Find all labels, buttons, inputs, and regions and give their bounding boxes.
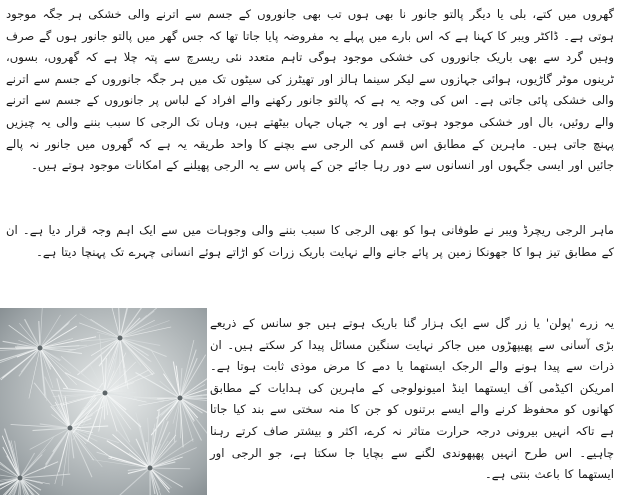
- dandelion-seed-head-photo: [0, 308, 207, 495]
- article-paragraph-2: ماہر الرجی ریچرڈ ویبر نے طوفانی ہوا کو بھی الرجی کا سبب بننے والی وجوہات میں سے ایک اہم وجہ قرار دیا ہے۔ ان کے مطابق تیز ہوا کا جھونکا زمین پر پائے جانے والے نہایت باریک زرات کو اڑاتے ہوئے انسانی چہرے تک پہنچا دیتا ہے۔: [6, 223, 614, 259]
- article-paragraph-3: یہ زرے 'پولن' یا زر گل سے ایک ہزار گنا باریک ہوتے ہیں جو سانس کے ذریعے بڑی آسانی سے پھیپھڑوں میں جاکر نہایت سنگین مسائل پیدا کر سکتے ہیں۔ ان ذرات سے پیدا ہونے والے الرجک ایستھما یا دمے کا مرض موذی ثابت ہوتا ہے۔ امریکن اکیڈمی آف ایستھما اینڈ امیونولوجی کے ماہرین کی ہدایات کے مطابق کھانوں کو محفوظ کرنے والے ایسے برتنوں کو جن کا منہ سختی سے بند کیا جاتا ہے تاکہ انہیں بیرونی درجہ حرارت متاثر نہ کرے، اکثر و بیشتر صاف کرتے رہنا چاہیے۔ اس طرح انہیں پھپھوندی لگنے سے بچایا جا سکتا ہے، جو الرجی اور ایستھما کا باعث بنتی ہے۔: [210, 316, 614, 482]
- article-paragraph-1: گھروں میں کتے، بلی یا دیگر پالتو جانور نا بھی ہوں تب بھی جانوروں کے جسم سے اترنے والی خشکی ہر جگہ موجود ہوتی ہے۔ ڈاکٹر ویبر کا کہنا ہے کہ اس بارے میں پہلے یہ مفروضہ پایا جاتا تھا کہ جس گھر میں پالتو جانور ہوں گے صرف وہیں گرد سے بھی باریک جانوروں کی خشکی موجود ہوگی تاہم متعدد نئی ریسرچ سے پتہ چلا ہے کہ گھروں، بسوں، ٹرینوں موٹر گاڑیوں، ہوائی جہازوں سے لیکر سینما ہالز اور تھیٹرز کی سیٹوں تک میں ہر جگہ جانوروں کے جسم سے اترنے والی خشکی پائی جاتی ہے۔ اس کی وجہ یہ ہے کہ پالتو جانور رکھنے والے افراد کے لباس پر جانوروں کے جسم سے اترنے والے روئیں، بال اور خشکی موجود ہوتی ہے اور یہ جہاں جہاں بیٹھتے ہیں، وہاں تک الرجی کا سبب بننے والی یہ چیزیں پہنچ جاتی ہیں۔ ماہرین کے مطابق اس قسم کی الرجی سے بچنے کا واحد طریقہ یہ ہے کہ گھروں میں جانور نہ پالے جائیں اور ایسی جگہوں اور انسانوں سے دور رہا جائے جن کے پاس سے یہ الرجی پھیلنے کے امکانات موجود ہوتے ہیں۔: [6, 7, 614, 173]
